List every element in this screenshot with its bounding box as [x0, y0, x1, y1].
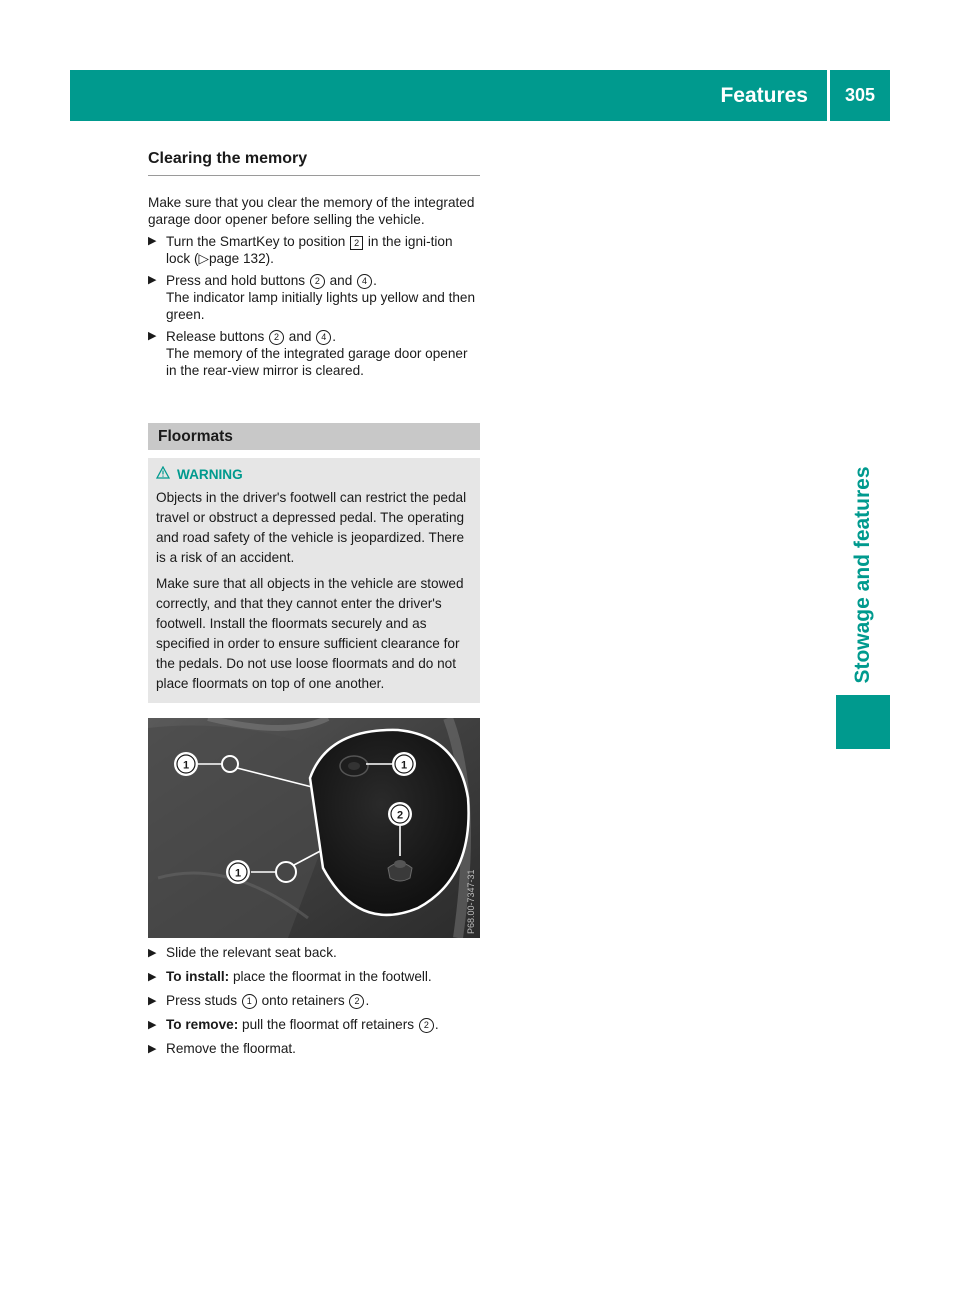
warning-triangle-icon — [156, 466, 170, 482]
warning-heading — [156, 464, 472, 484]
clearing-step-1 — [148, 233, 480, 267]
floormat-steps — [148, 944, 480, 1058]
bullet-arrow-icon: ▶ — [148, 330, 157, 342]
key-position-marker: 2 — [350, 236, 363, 250]
bullet-arrow-icon: ▶ — [148, 971, 157, 983]
step-text: and — [285, 329, 316, 344]
page-reference-link[interactable]: page 132 — [208, 251, 266, 266]
floormat-step-4 — [148, 1016, 480, 1034]
callout-number: 4 — [357, 274, 372, 289]
callout-label: 1 — [234, 867, 242, 880]
bullet-arrow-icon: ▶ — [148, 995, 157, 1007]
callout-1-zoom — [392, 752, 416, 776]
step-text: place the floormat in the footwell. — [229, 969, 432, 984]
callout-label: 1 — [400, 759, 408, 772]
step-text: in the igni-tion lock ( — [166, 234, 453, 266]
step-keyword: To install: — [166, 969, 230, 984]
callout-2-zoom — [388, 802, 412, 826]
step-result: The memory of the integrated garage door opener in the rear-view mirror is cleared. — [166, 346, 468, 378]
floormat-step-3 — [148, 992, 480, 1010]
bullet-arrow-icon: ▶ — [148, 1019, 157, 1031]
callout-number: 2 — [419, 1018, 434, 1033]
step-keyword: To remove: — [166, 1017, 239, 1032]
step-text: and — [325, 273, 357, 288]
callout-1-bottom-left — [226, 860, 250, 884]
step-text: . — [434, 1017, 439, 1032]
side-chapter-marker — [836, 695, 890, 749]
step-text: Press and hold buttons — [166, 273, 309, 288]
callout-1-top-left — [174, 752, 198, 776]
step-text: Remove the floormat. — [166, 1041, 296, 1056]
floormat-retainer-figure — [148, 718, 480, 938]
floormat-step-5 — [148, 1040, 480, 1058]
bullet-arrow-icon: ▶ — [148, 235, 157, 247]
clearing-step-3 — [148, 328, 480, 379]
step-text: ). — [265, 251, 274, 266]
step-text: . — [373, 273, 377, 288]
side-chapter-tab — [836, 440, 890, 710]
callout-number: 2 — [349, 994, 364, 1009]
step-text: . — [365, 993, 370, 1008]
floormat-illustration — [148, 718, 480, 938]
callout-number: 2 — [310, 274, 325, 289]
callout-number: 2 — [269, 330, 284, 345]
bullet-arrow-icon: ▶ — [148, 947, 157, 959]
callout-label: 2 — [396, 809, 404, 822]
floormats-section-title: Floormats — [148, 423, 480, 450]
figure-code: P68.00-7347-31 — [466, 869, 476, 934]
callout-number: 4 — [316, 330, 331, 345]
page-number: 305 — [844, 85, 876, 105]
step-text: Turn the SmartKey to position — [166, 234, 350, 249]
page-header — [70, 70, 890, 121]
floormat-step-1 — [148, 944, 480, 962]
warning-paragraph-1: Objects in the driver's footwell can restrict the pedal travel or obstruct a depressed pedal. The operating and road safety of the vehicle is jeopardized. There is a risk of an accident. — [156, 490, 467, 565]
clearing-intro: Make sure that you clear the memory of the integrated garage door opener before selling the vehicle. — [148, 195, 475, 227]
warning-box — [148, 458, 480, 703]
step-text: pull the floormat off retainers — [238, 1017, 418, 1032]
bullet-arrow-icon: ▶ — [148, 274, 157, 286]
bullet-arrow-icon: ▶ — [148, 1043, 157, 1055]
side-chapter-label: Stowage and features — [851, 466, 874, 684]
main-column — [148, 150, 480, 1058]
step-text: Release buttons — [166, 329, 269, 344]
warning-paragraph-2: Make sure that all objects in the vehicle are stowed correctly, and that they cannot enter the driver's footwell. Install the floormats securely and as specified in order to ensure sufficient clearance for the pedals. Do not use loose floormats and do not place floormats on top of one another. — [156, 576, 464, 691]
floormat-step-2 — [148, 968, 480, 986]
step-text: onto retainers — [257, 993, 349, 1008]
step-text: Slide the relevant seat back. — [166, 945, 337, 960]
callout-label: 1 — [182, 759, 190, 772]
callout-number: 1 — [242, 994, 257, 1009]
page-ref-arrow-icon: ▷ — [198, 251, 209, 266]
step-text: Press studs — [166, 993, 241, 1008]
header-section-title: Features — [720, 84, 808, 107]
clearing-step-2 — [148, 272, 480, 323]
warning-label: WARNING — [177, 466, 243, 482]
clearing-memory-title: Clearing the memory — [148, 150, 480, 176]
step-result: The indicator lamp initially lights up yellow and then green. — [166, 290, 476, 322]
step-text: . — [332, 329, 337, 344]
